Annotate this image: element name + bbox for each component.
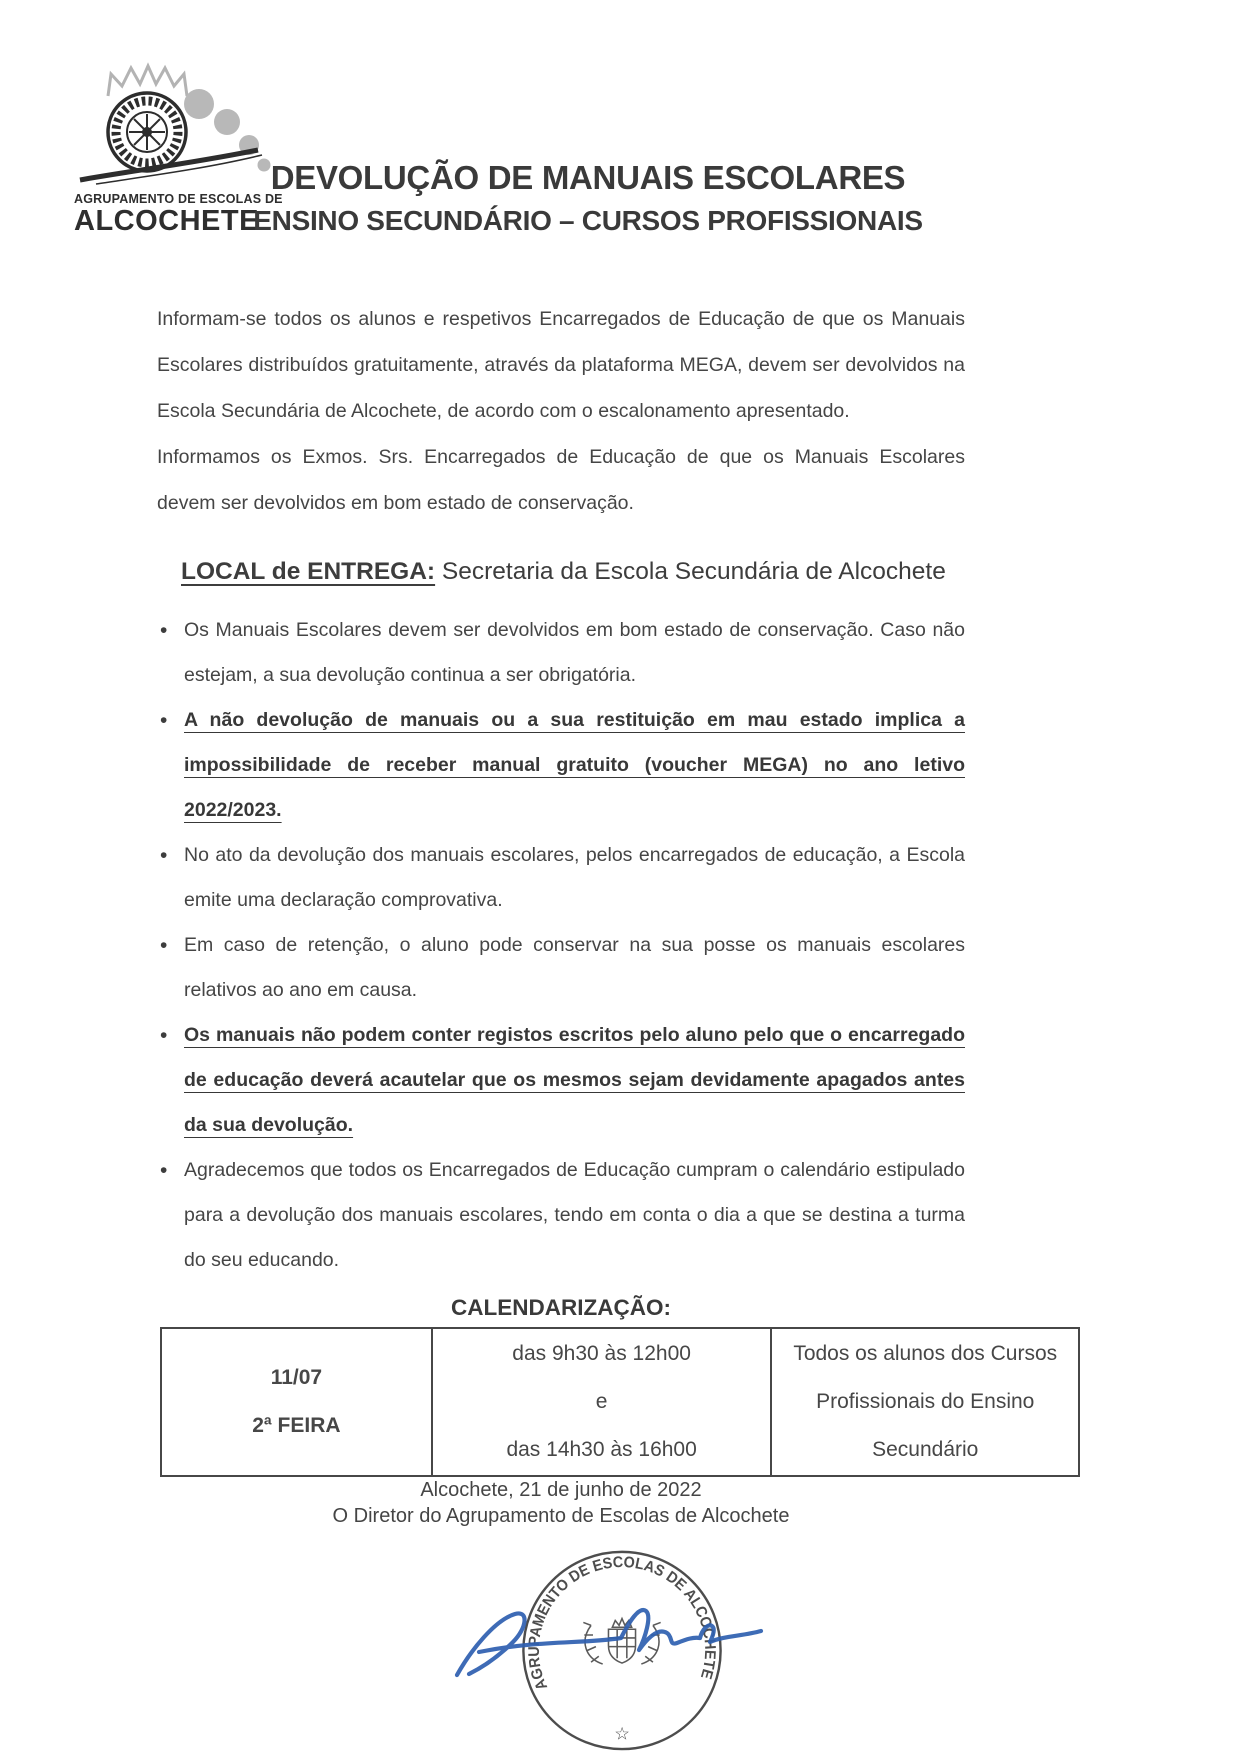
calendar-table <box>160 1327 1080 1477</box>
bullet-text: Agradecemos que todos os Encarregados de Educação cumpram o calendário estipulado para a devolução dos manuais escolares, tendo em conta o dia a que se destina a turma do seu educando. <box>184 1159 965 1271</box>
delivery-location-label: LOCAL de ENTREGA: <box>181 558 436 585</box>
document-subtitle: ENSINO SECUNDÁRIO – CURSOS PROFISSIONAIS <box>253 205 923 236</box>
calendar-time-line: das 14h30 às 16h00 <box>506 1438 697 1461</box>
logo-org-small: AGRUPAMENTO DE ESCOLAS DE <box>74 192 283 206</box>
bullet-text: Os Manuais Escolares devem ser devolvidos em bom estado de conservação. Caso não estejam, a sua devolução continua a ser obrigatória. <box>184 619 965 686</box>
table-row <box>161 1328 1079 1476</box>
list-item <box>157 833 965 923</box>
bullet-text: No ato da devolução dos manuais escolares, pelos encarregados de educação, a Escola emite uma declaração comprovativa. <box>184 844 965 911</box>
stamp-circular-text: AGRUPAMENTO DE ESCOLAS DE ALCOCHETE <box>525 1553 719 1693</box>
calendar-time-cell <box>432 1328 772 1476</box>
list-item <box>157 1148 965 1283</box>
calendar-time-line: das 9h30 às 12h00 <box>512 1342 691 1365</box>
list-item <box>157 923 965 1013</box>
director-line: O Diretor do Agrupamento de Escolas de Alcochete <box>332 1505 790 1527</box>
calendar-date: 11/07 <box>270 1366 323 1389</box>
bullet-text: Os manuais não podem conter registos escritos pelo aluno pelo que o encarregado de educação deverá acautelar que os mesmos sejam devidamente apagados antes da sua devolução. <box>184 1024 965 1136</box>
header-titles <box>238 158 938 239</box>
calendar-date-cell <box>161 1328 432 1476</box>
intro-paragraph-1: Informam-se todos os alunos e respetivos Encarregados de Educação de que os Manuais Escolares distribuídos gratuitamente, através da plataforma MEGA, devem ser devolvidos na Escola Secundária de Alcochete, de acordo com o escalonamento apresentado. <box>157 308 965 422</box>
document-title: DEVOLUÇÃO DE MANUAIS ESCOLARES <box>270 159 906 196</box>
calendar-audience-line: Todos os alunos dos Cursos <box>793 1342 1058 1365</box>
logo-org-large: ALCOCHETE <box>74 205 259 237</box>
document-body <box>157 296 1058 1529</box>
calendar-audience-line: Profissionais do Ensino <box>816 1390 1035 1413</box>
calendar-time-line: e <box>595 1390 608 1413</box>
stamp-star-icon: ☆ <box>614 1723 630 1744</box>
director-signature <box>443 1578 773 1698</box>
place-date-line: Alcochete, 21 de junho de 2022 <box>420 1479 702 1501</box>
bullet-text: A não devolução de manuais ou a sua restituição em mau estado implica a impossibilidade de receber manual gratuito (voucher MEGA) no ano letivo 2022/2023. <box>184 709 965 821</box>
delivery-location-value: Secretaria da Escola Secundária de Alcochete <box>435 558 946 585</box>
calendar-heading: CALENDARIZAÇÃO: <box>451 1295 671 1320</box>
bullet-text: Em caso de retenção, o aluno pode conservar na sua posse os manuais escolares relativos ao ano em causa. <box>184 934 965 1001</box>
list-item <box>157 1013 965 1148</box>
calendar-audience-line: Secundário <box>872 1438 979 1461</box>
calendar-audience-cell <box>771 1328 1079 1476</box>
bullet-list <box>157 608 965 1283</box>
list-item <box>157 698 965 833</box>
list-item <box>157 608 965 698</box>
intro-paragraph-2: Informamos os Exmos. Srs. Encarregados de Educação de que os Manuais Escolares devem ser devolvidos em bom estado de conservação. <box>157 446 965 514</box>
rosette-icon <box>108 93 186 171</box>
delivery-location-heading <box>157 552 965 592</box>
calendar-day: 2ª FEIRA <box>252 1414 341 1437</box>
